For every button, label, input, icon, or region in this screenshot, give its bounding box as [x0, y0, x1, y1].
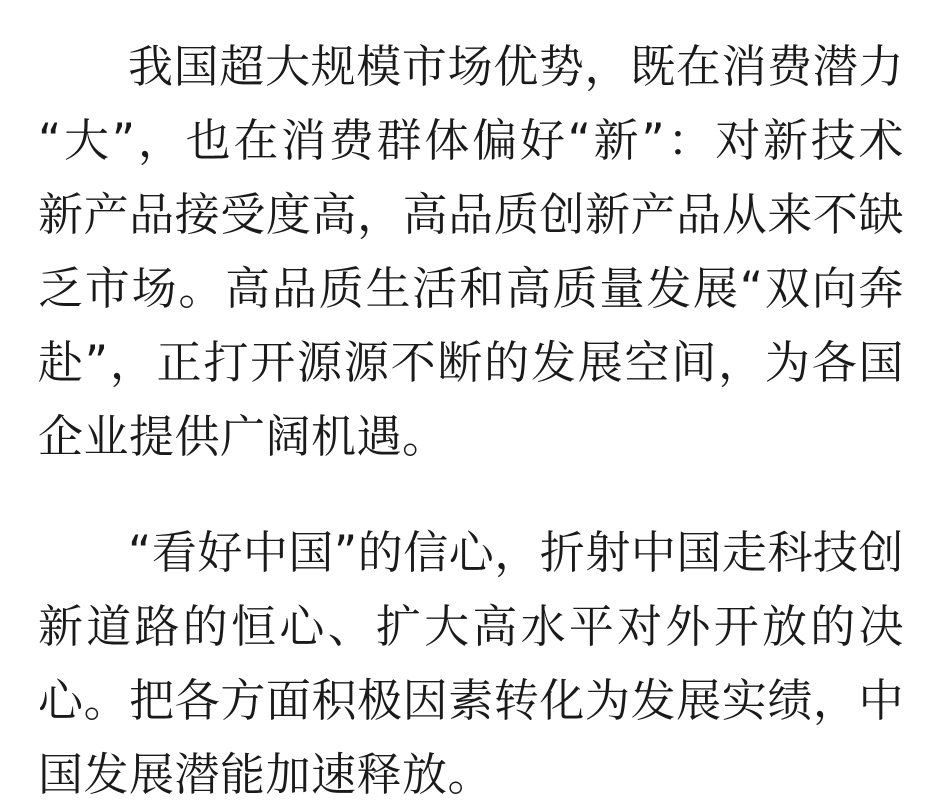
paragraph-2: “看好中国”的信心，折射中国走科技创新道路的恒心、扩大高水平对外开放的决心。把各方面积极因素转化为发展实绩，中国发展潜能加速释放。 — [38, 526, 904, 801]
paragraph-1: 我国超大规模市场优势，既在消费潜力“大”，也在消费群体偏好“新”：对新技术新产品接受度高，高品质创新产品从来不缺乏市场。高品质生活和高质量发展“双向奔赴”，正打开源源不断的发展空间，为各国企业提供广阔机遇。 — [38, 40, 904, 463]
article-body — [38, 30, 904, 812]
